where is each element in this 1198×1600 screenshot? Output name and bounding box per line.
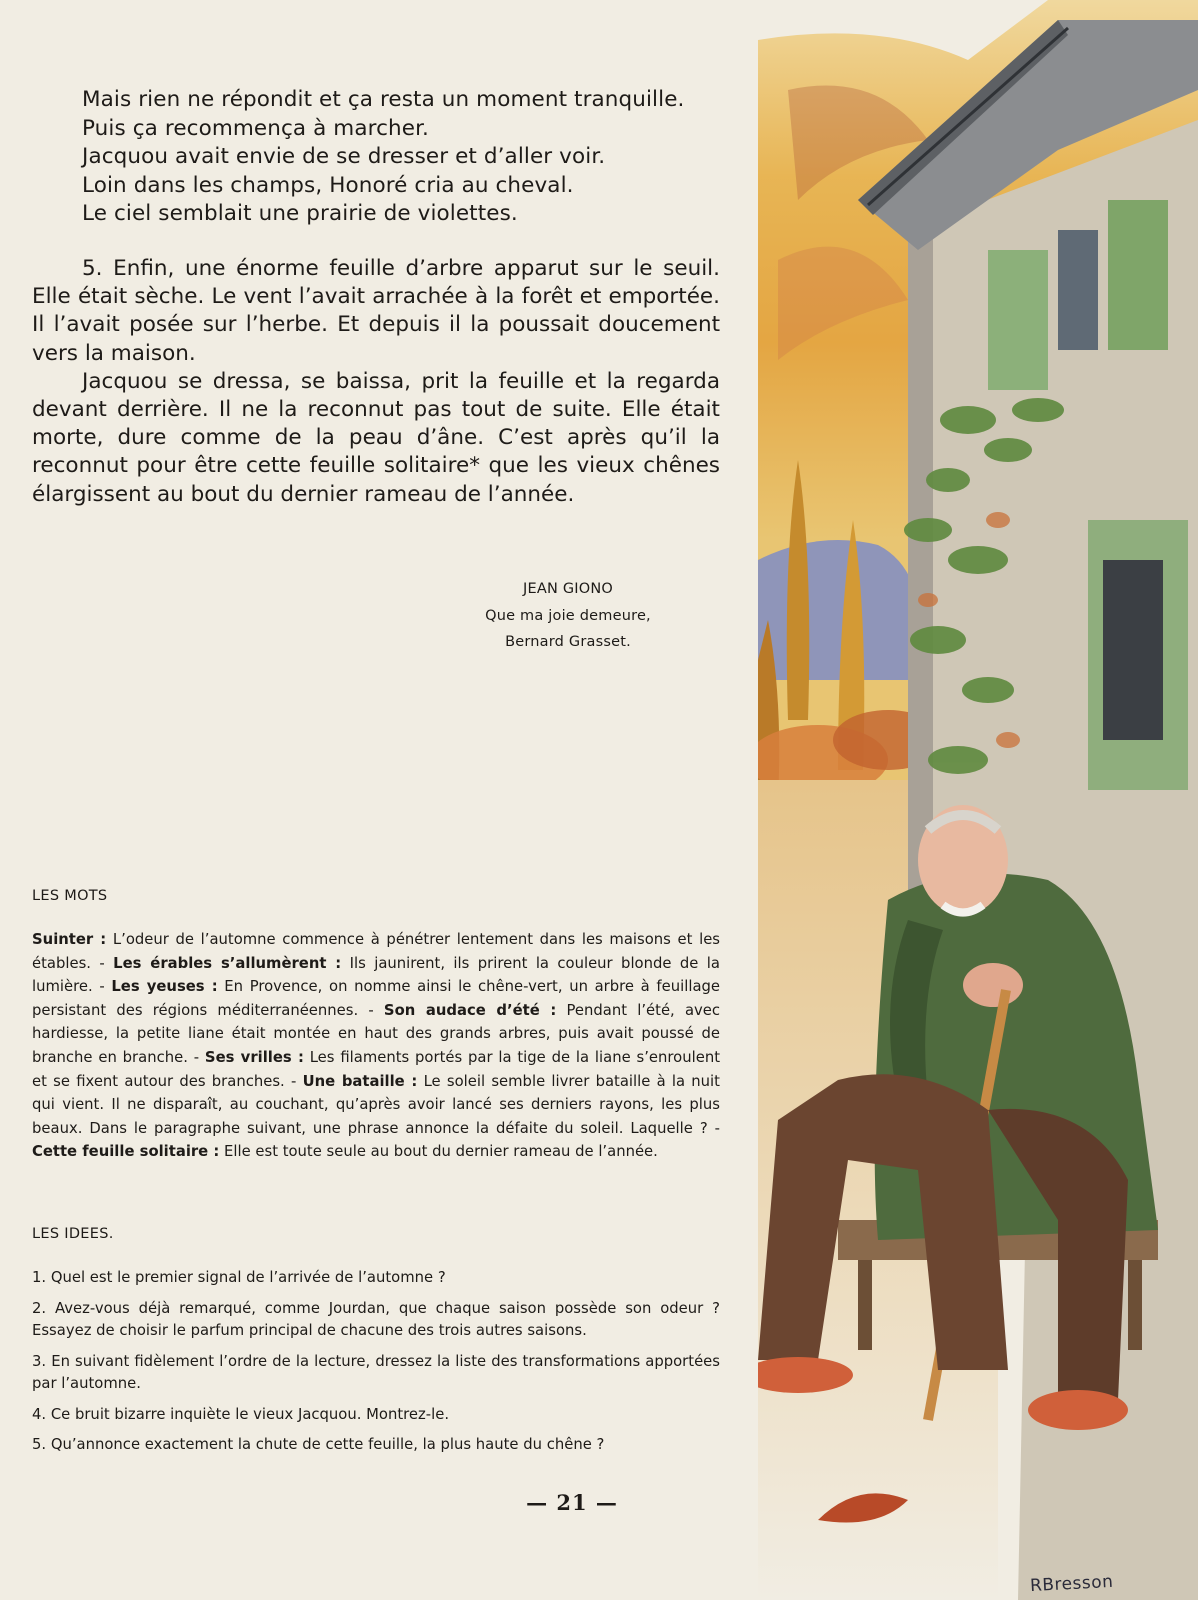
question-item: 4. Ce bruit bizarre inquiète le vieux Jacquou. Montrez-le. — [32, 1405, 450, 1423]
mots-heading: LES MOTS — [32, 888, 108, 904]
question-item: 1. Quel est le premier signal de l’arrivée de l’automne ? — [32, 1269, 446, 1286]
glossary-definition: Les filaments portés par la tige de la liane s’enroulent et se fixent autour des branches. - — [32, 1048, 721, 1090]
question-item: 3. En suivant fidèlement l’ordre de la lecture, dressez la liste des transformations apportées par l’automne. — [32, 1352, 720, 1392]
verse-line: Mais rien ne répondit et ça resta un moment tranquille. — [82, 87, 685, 112]
glossary-definition: Pendant l’été, avec hardiesse, la petite liane était montée en haut des grands arbres, puis avait poussé de branche en branche. - — [32, 1001, 721, 1066]
glossary-definition: Elle est toute seule au bout du dernier rameau de l’année. — [219, 1143, 658, 1161]
mots-glossary — [32, 928, 720, 1164]
prose-block — [32, 255, 720, 509]
idees-heading: LES IDEES. — [32, 1226, 114, 1242]
paragraph-5: 5. Enfin, une énorme feuille d’arbre apparut sur le seuil. Elle était sèche. Le vent l’avait arrachée à la forêt et emportée. Il l’avait posée sur l’herbe. Et depuis il la poussait doucement vers la maison. — [32, 256, 720, 366]
verse-line: Loin dans les champs, Honoré cria au cheval. — [82, 172, 574, 198]
glossary-term: Cette feuille solitaire : — [32, 1143, 220, 1161]
glossary-term: Son audace d’été : — [383, 1001, 557, 1019]
work-title: Que ma joie demeure, — [485, 607, 651, 624]
question-item: 2. Avez-vous déjà remarqué, comme Jourdan, que chaque saison possède son odeur ? Essayez de choisir le parfum principal de chacune des trois autres saisons. — [32, 1299, 720, 1339]
publisher: Bernard Grasset. — [505, 634, 631, 650]
verse-block — [82, 86, 722, 229]
page-number: — 21 — — [526, 1490, 618, 1515]
author-name: JEAN GIONO — [523, 581, 613, 597]
glossary-term: Les érables s’allumèrent : — [113, 954, 342, 972]
glossary-definition: En Provence, on nomme ainsi le chêne-vert, un arbre à feuillage persistant des régions méditerranéennes. - — [32, 978, 721, 1019]
glossary-definition: Le soleil semble livrer bataille à la nuit qui vient. Il ne disparaît, au couchant, qu’après avoir lancé ses derniers rayons, les plus beaux. Dans le paragraphe suivant, une phrase annonce la défaite du soleil. Laquelle ? - — [32, 1072, 720, 1137]
glossary-definition: L’odeur de l’automne commence à pénétrer lentement dans les maisons et les étables. - — [32, 931, 721, 972]
verse-line: Jacquou avait envie de se dresser et d’aller voir. — [82, 144, 606, 170]
illustration-old-man-by-house — [758, 0, 1198, 1600]
glossary-term: Les yeuses : — [111, 978, 218, 996]
verse-line: Le ciel semblait une prairie de violettes. — [82, 201, 518, 227]
paragraph-5-continued: Jacquou se dressa, se baissa, prit la feuille et la regarda devant derrière. Il ne la reconnut pas tout de suite. Elle était morte, dure comme de la peau d’âne. C’est après qu’il la reconnut pour être cette feuille solitaire* que les vieux chênes élargissent au bout du dernier rameau de l’année. — [32, 368, 720, 507]
verse-line: Puis ça recommença à marcher. — [82, 115, 429, 141]
glossary-term: Une bataille : — [302, 1072, 418, 1090]
glossary-term: Ses vrilles : — [204, 1048, 304, 1066]
idees-questions — [32, 1267, 720, 1465]
question-item: 5. Qu’annonce exactement la chute de cette feuille, la plus haute du chêne ? — [32, 1436, 605, 1453]
glossary-definition: Ils jaunirent, ils prirent la couleur blonde de la lumière. - — [32, 954, 720, 996]
source-credit — [448, 576, 688, 656]
glossary-term: Suinter : — [32, 931, 107, 948]
artist-signature: RBresson — [1029, 1571, 1114, 1597]
